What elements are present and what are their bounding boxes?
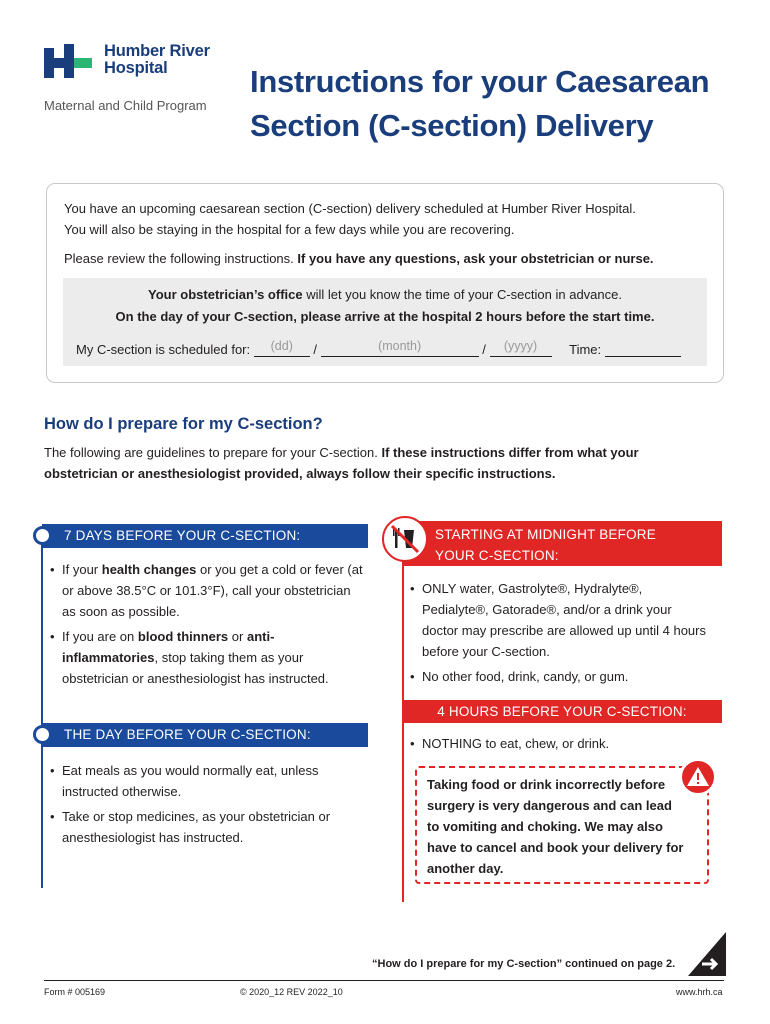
four-hours-list bbox=[410, 733, 710, 758]
seven-days-heading: 7 DAYS BEFORE YOUR C-SECTION: bbox=[42, 524, 368, 548]
footer-divider bbox=[44, 980, 724, 981]
office-notice bbox=[63, 287, 707, 302]
timeline-dot-2 bbox=[33, 725, 52, 744]
schedule-row bbox=[76, 340, 716, 360]
logo-line-2: Hospital bbox=[104, 59, 168, 77]
office-bold: Your obstetrician’s office bbox=[148, 287, 303, 302]
guidelines-bold-2: obstetrician or anesthesiologist provided, always follow their specific instructions. bbox=[44, 466, 556, 481]
list-item: • Take or stop medicines, as your obstetrician or anesthesiologist has instructed. bbox=[50, 806, 365, 848]
four-hours-heading: 4 HOURS BEFORE YOUR C-SECTION: bbox=[402, 700, 722, 723]
list-item: • If your health changes or you get a cold or fever (at or above 38.5°C or 101.3°F), call your obstetrician as soon as possible. bbox=[50, 559, 365, 622]
list-item: • ONLY water, Gastrolyte®, Hydralyte®, Pedialyte®, Gatorade®, and/or a drink your doctor may prescribe are allowed up until 4 hours before your C-section. bbox=[410, 578, 710, 662]
guidelines-plain: The following are guidelines to prepare for your C-section. bbox=[44, 445, 382, 460]
arrive-notice: On the day of your C-section, please arrive at the hospital 2 hours before the start time. bbox=[115, 309, 655, 324]
month-field[interactable]: (month) bbox=[321, 340, 479, 357]
seven-days-list bbox=[50, 559, 365, 693]
review-text: Please review the following instructions. bbox=[64, 251, 298, 266]
warning-icon bbox=[679, 758, 717, 796]
time-field[interactable] bbox=[605, 340, 681, 357]
time-label: Time: bbox=[569, 342, 602, 357]
list-item: • If you are on blood thinners or anti-inflammatories, stop taking them as your obstetrician or anesthesiologist has instructed. bbox=[50, 626, 365, 689]
list-item: • Eat meals as you would normally eat, unless instructed otherwise. bbox=[50, 760, 365, 802]
page-title bbox=[250, 60, 750, 148]
midnight-heading-line-1: STARTING AT MIDNIGHT BEFORE bbox=[435, 527, 656, 542]
intro-line-2: You will also be staying in the hospital for a few days while you are recovering. bbox=[64, 222, 515, 237]
logo-wordmark bbox=[104, 43, 210, 77]
title-line-2: Section (C-section) Delivery bbox=[250, 108, 654, 143]
warning-text: Taking food or drink incorrectly before surgery is very dangerous and can lead to vomiting and choking. We may also have to cancel and book your delivery for another day. bbox=[427, 777, 684, 876]
intro-paragraph-2 bbox=[64, 248, 714, 269]
hospital-logo-icon bbox=[44, 44, 102, 80]
schedule-label: My C-section is scheduled for: bbox=[76, 342, 251, 357]
right-timeline bbox=[402, 566, 404, 902]
date-separator-1: / bbox=[313, 342, 317, 357]
questions-text: If you have any questions, ask your obstetrician or nurse. bbox=[297, 251, 654, 266]
midnight-list bbox=[410, 578, 710, 691]
date-separator-2: / bbox=[482, 342, 486, 357]
arrow-right-icon[interactable] bbox=[688, 932, 726, 976]
form-number: Form # 005169 bbox=[44, 987, 106, 997]
timeline-dot-1 bbox=[33, 526, 52, 545]
intro-paragraph-1 bbox=[64, 198, 714, 240]
program-name: Maternal and Child Program bbox=[44, 98, 207, 113]
website-link[interactable]: www.hrh.ca bbox=[676, 987, 723, 997]
guidelines-text bbox=[44, 442, 734, 484]
copyright: © 2020_12 REV 2022_10 bbox=[240, 987, 343, 997]
no-food-drink-icon bbox=[382, 516, 428, 562]
day-before-list bbox=[50, 760, 365, 852]
logo-line-1: Humber River bbox=[104, 42, 210, 60]
day-field[interactable]: (dd) bbox=[254, 340, 310, 357]
office-rest: will let you know the time of your C-section in advance. bbox=[302, 287, 622, 302]
guidelines-bold-1: If these instructions differ from what your bbox=[381, 445, 639, 460]
year-field[interactable]: (yyyy) bbox=[490, 340, 552, 357]
list-item: • NOTHING to eat, chew, or drink. bbox=[410, 733, 710, 754]
day-before-heading: THE DAY BEFORE YOUR C-SECTION: bbox=[42, 723, 368, 747]
list-item: • No other food, drink, candy, or gum. bbox=[410, 666, 710, 687]
section-heading: How do I prepare for my C-section? bbox=[44, 415, 323, 433]
midnight-heading bbox=[402, 521, 722, 566]
continued-note: “How do I prepare for my C-section” continued on page 2. bbox=[372, 958, 676, 970]
title-line-1: Instructions for your Caesarean bbox=[250, 64, 710, 99]
left-timeline bbox=[41, 536, 43, 888]
intro-line-1: You have an upcoming caesarean section (C-section) delivery scheduled at Humber River Hospital. bbox=[64, 201, 636, 216]
midnight-heading-line-2: YOUR C-SECTION: bbox=[435, 548, 559, 563]
